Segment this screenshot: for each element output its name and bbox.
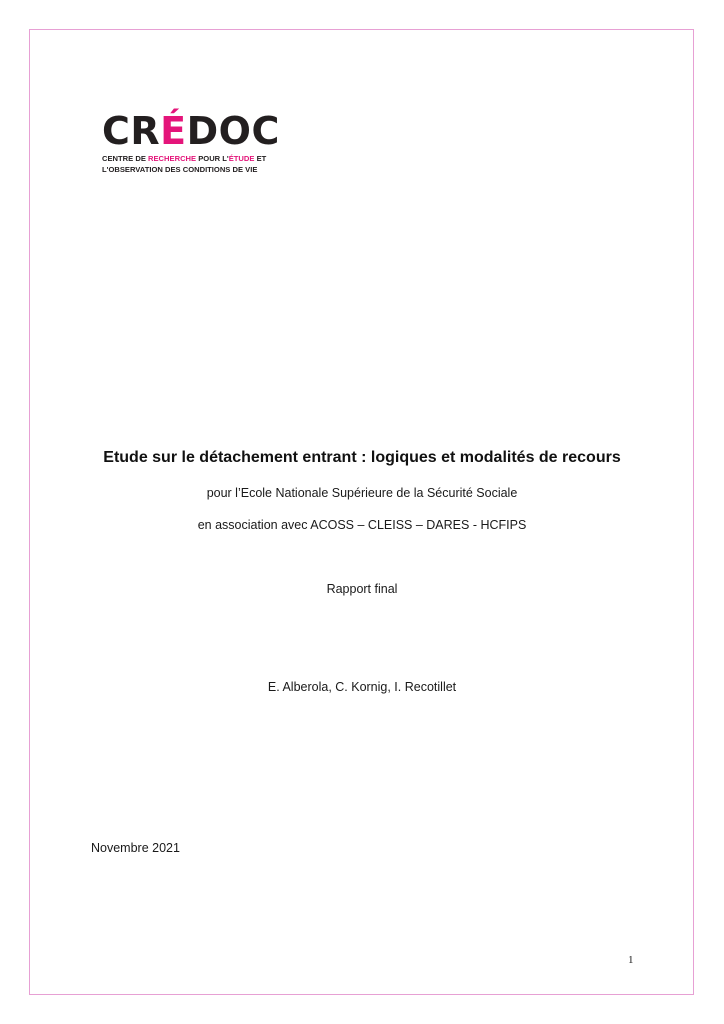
logo-tagline-line2: L'OBSERVATION DES CONDITIONS DE VIE xyxy=(102,164,258,174)
document-subtitle-recipient: pour l’Ecole Nationale Supérieure de la Sécurité Sociale xyxy=(206,486,518,500)
tagline-accent: ÉTUDE xyxy=(228,154,255,163)
tagline-text: POUR L' xyxy=(196,154,229,163)
logo-word-accent: É xyxy=(160,109,187,153)
tagline-text: CENTRE DE xyxy=(102,154,148,163)
logo-word-part: DOC xyxy=(186,109,280,153)
tagline-accent: RECHERCHE xyxy=(148,154,197,163)
credoc-logo xyxy=(102,110,292,175)
report-type: Rapport final xyxy=(326,582,398,596)
document-subtitle-partners: en association avec ACOSS – CLEISS – DARES - HCFIPS xyxy=(197,518,527,532)
logo-tagline xyxy=(102,154,292,175)
logo-wordmark xyxy=(102,110,292,152)
logo-tagline-line1 xyxy=(102,154,292,165)
document-authors: E. Alberola, C. Kornig, I. Recotillet xyxy=(267,680,457,694)
page-number: 1 xyxy=(628,954,634,966)
document-title: Etude sur le détachement entrant : logiques et modalités de recours xyxy=(103,449,621,466)
document-date: Novembre 2021 xyxy=(91,841,180,855)
tagline-text: ET xyxy=(254,154,267,163)
logo-word-part: CR xyxy=(102,109,161,153)
